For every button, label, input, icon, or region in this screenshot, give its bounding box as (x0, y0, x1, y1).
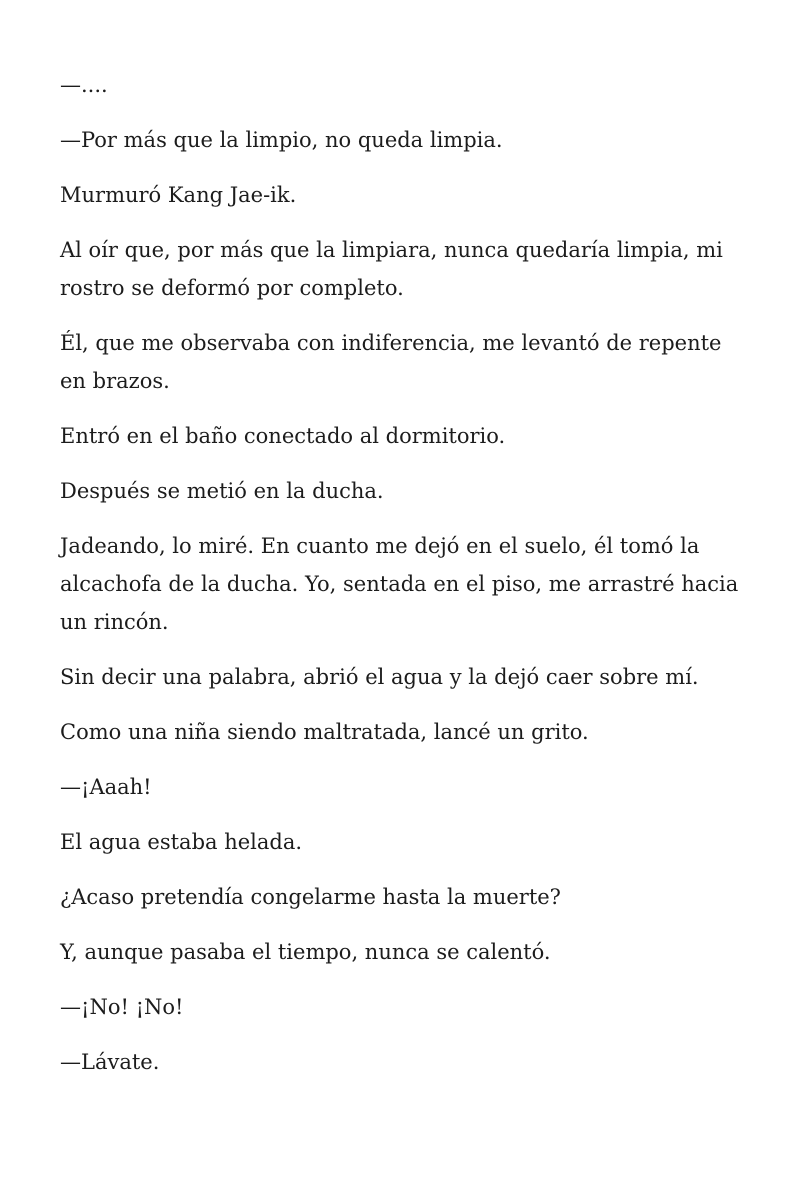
paragraph: —Por más que la limpio, no queda limpia. (60, 128, 503, 152)
paragraph: El agua estaba helada. (60, 830, 303, 854)
paragraph: —Lávate. (60, 1050, 160, 1074)
paragraph: Sin decir una palabra, abrió el agua y la dejó caer sobre mí. (60, 665, 699, 689)
paragraph: Jadeando, lo miré. En cuanto me dejó en el suelo, él tomó la alcachofa de la ducha. Yo, sentada en el piso, me arrastré hacia un rincón. (60, 534, 739, 634)
paragraph: Después se metió en la ducha. (60, 479, 384, 503)
paragraph: —¡No! ¡No! (60, 995, 184, 1019)
paragraph: Él, que me observaba con indiferencia, me levantó de repente en brazos. (60, 331, 722, 393)
paragraph: —¡Aaah! (60, 775, 152, 799)
paragraph: —.... (60, 73, 108, 97)
paragraph: Murmuró Kang Jae-ik. (60, 183, 297, 207)
paragraph: Y, aunque pasaba el tiempo, nunca se calentó. (60, 940, 551, 964)
paragraph: ¿Acaso pretendía congelarme hasta la muerte? (60, 885, 561, 909)
paragraph: Como una niña siendo maltratada, lancé un grito. (60, 720, 589, 744)
paragraph: Entró en el baño conectado al dormitorio. (60, 424, 506, 448)
paragraph: Al oír que, por más que la limpiara, nunca quedaría limpia, mi rostro se deformó por completo. (60, 238, 723, 300)
